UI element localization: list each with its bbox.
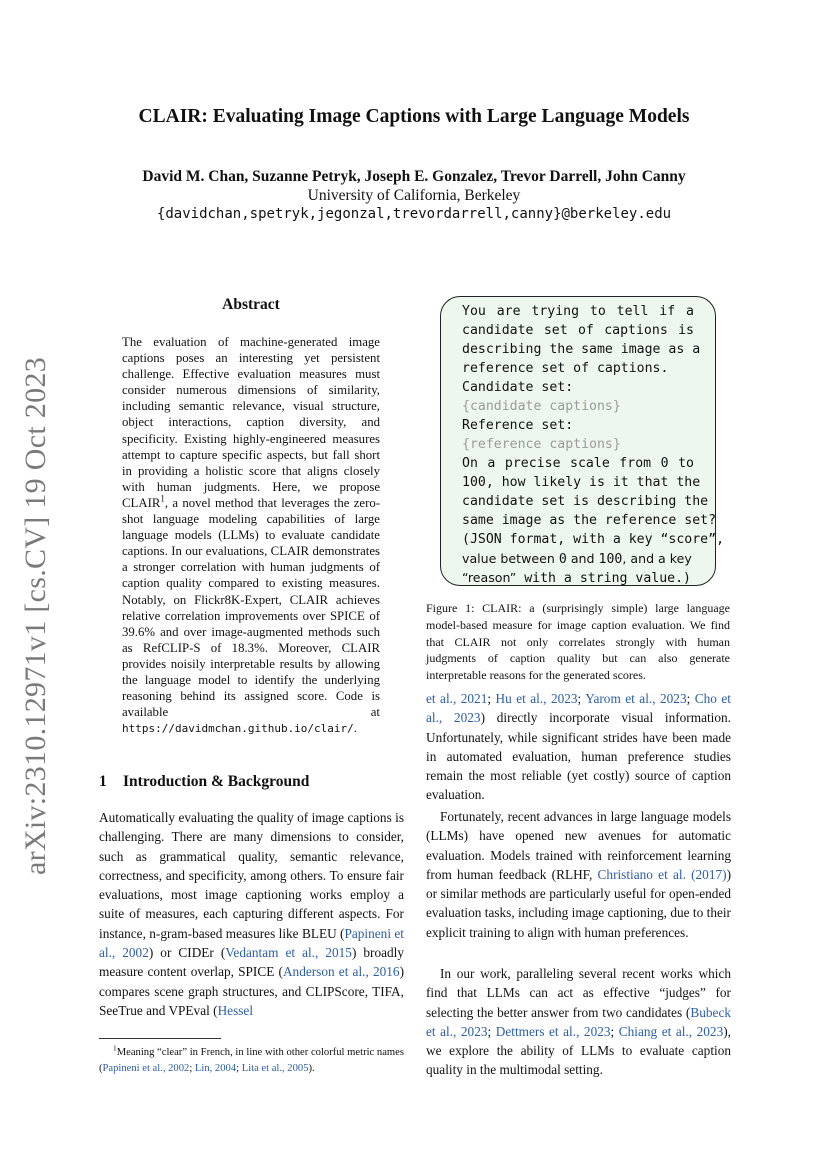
author-list: David M. Chan, Suzanne Petryk, Joseph E. Gonzalez, Trevor Darrell, John Canny xyxy=(142,168,686,185)
author-emails: {davidchan,spetryk,jegonzal,trevordarrell,canny}@berkeley.edu xyxy=(156,206,672,222)
citation-link[interactable]: et al., 2021 xyxy=(426,691,488,706)
footnote-marker[interactable]: 1 xyxy=(160,493,165,504)
prompt-line: “reason” with a string value.) xyxy=(462,570,691,586)
citation-link[interactable]: Papineni et al., 2002 xyxy=(99,925,404,961)
prompt-line: reference set of captions. xyxy=(462,361,669,376)
prompt-line: You are trying to tell if a xyxy=(462,304,694,319)
paper-title: CLAIR: Evaluating Image Captions with Large Language Models xyxy=(138,106,690,127)
prompt-line: candidate set is describing the xyxy=(462,494,709,509)
abstract-heading: Abstract xyxy=(222,296,280,313)
prompt-line: On a precise scale from 0 to xyxy=(462,456,694,471)
prompt-line: 100, how likely is it that the xyxy=(462,475,701,490)
affiliation: University of California, Berkeley xyxy=(307,187,521,204)
prompt-line: Candidate set: xyxy=(462,380,574,395)
right-paragraph-2: Fortunately, recent advances in large language models (LLMs) have opened new avenues for automatic evaluation. Models trained with reinforcement learning from human feedback (RLHF, Christiano et al. (2017)) or similar methods are particularly useful for open-ended evaluation tasks, including image captioning, due to their explicit training to align with human preferences. xyxy=(426,809,731,940)
arxiv-identifier: arXiv:2310.12971v1 [cs.CV] 19 Oct 2023 xyxy=(19,356,52,876)
abstract-body: The evaluation of machine-generated image captions poses an interesting yet persistent challenge. Effective evaluation measures must consider numerous dimensions of similarity, including semantic relevance, visual structure, object interactions, caption diversity, and specificity. Existing highly-engineered measures attempt to capture specific aspects, but fall short in providing a holistic score that aligns closely with human judgments. Here, we propose CLAIR$^1$, a novel method that leverages the zero-shot language modeling capabilities of large language models (LLMs) to evaluate candidate captions. In our evaluations, CLAIR demonstrates a stronger correlation with human judgments of caption quality compared to existing measures. Notably, on Flickr8K-Expert, CLAIR achieves relative correlation improvements over SPICE of 39.6% and over image-augmented methods such as RefCLIP-S of 18.3%. Moreover, CLAIR provides noisily interpretable results by allowing the language model to identify the underlying reasoning behind its assigned score. Code is available at https://davidmchan.github.io/clair/. xyxy=(122,335,380,736)
section-heading xyxy=(99,773,409,791)
citation-link[interactable]: Anderson et al., 2016 xyxy=(282,964,400,980)
citation-link[interactable]: Vedantam et al., 2015 xyxy=(225,945,352,961)
prompt-line: Reference set: xyxy=(462,418,574,433)
section-number: 1 xyxy=(99,773,107,790)
citation-link[interactable]: Christiano et al. (2017) xyxy=(597,866,727,882)
prompt-line: (JSON format, with a key “score”, xyxy=(462,532,725,547)
code-url-link[interactable]: https://davidmchan.github.io/clair/ xyxy=(122,722,354,736)
prompt-line: describing the same image as a xyxy=(462,342,701,357)
citation-link[interactable]: Papineni et al., 2002 xyxy=(102,1062,190,1074)
citation-link[interactable]: Dettmers et al., 2023 xyxy=(495,1023,611,1039)
intro-paragraph: Automatically evaluating the quality of image captions is challenging. There are many dimensions to consider, such as grammatical quality, semantic relevance, correctness, and specificity, among others. To ensure fair evaluations, most image captioning works employ a suite of measures, each capturing different aspects. For instance, n-gram-based measures like BLEU (Papineni et al., 2002) or CIDEr (Vedantam et al., 2015) broadly measure content overlap, SPICE (Anderson et al., 2016) compares scene graph structures, and CLIPScore, TIFA, SeeTrue and VPEval (Hessel xyxy=(99,810,405,1018)
prompt-line: candidate set of captions is xyxy=(462,323,694,338)
right-paragraph-3: In our work, paralleling several recent works which find that LLMs can act as effective “judges” for selecting the better answer from two candidates (Bubeck et al., 2023; Dettmers et al., 2023; Chiang et al., 2023), we explore the ability of LLMs to evaluate caption quality in the multimodal setting. xyxy=(426,966,731,1078)
section-title: Introduction & Background xyxy=(123,773,310,790)
right-paragraph-1: et al., 2021; Hu et al., 2023; Yarom et al., 2023; Cho et al., 2023) directly incorporate visual information. Unfortunately, while significant strides have been made in automated evaluation, human preference studies remain the most reliable (yet costly) source of caption evaluation. xyxy=(426,691,731,803)
footnote: $^1$Meaning “clear” in French, in line with other colorful metric names (Papineni et al., 2002; Lin, 2004; Lita et al., 2005). xyxy=(99,1043,404,1074)
footnote-divider xyxy=(99,1038,221,1039)
citation-link[interactable]: Hu et al., 2023 xyxy=(495,691,578,706)
citation-link[interactable]: Cho et al., 2023 xyxy=(426,691,731,726)
prompt-placeholder-candidate: {candidate captions} xyxy=(462,399,621,414)
citation-link[interactable]: Bubeck et al., 2023 xyxy=(426,1004,731,1039)
citation-link[interactable]: Hessel xyxy=(217,1002,254,1018)
prompt-line: same image as the reference set? xyxy=(462,513,717,528)
figure-caption: Figure 1: CLAIR: a (surprisingly simple) large language model-based measure for image caption evaluation. We find that CLAIR not only correlates strongly with human judgments of caption quality but can also generate interpretable reasons for the generated scores. xyxy=(426,601,730,683)
citation-link[interactable]: Lita et al., 2005 xyxy=(241,1062,309,1074)
citation-link[interactable]: Lin, 2004 xyxy=(194,1062,237,1074)
prompt-placeholder-reference: {reference captions} xyxy=(462,437,621,452)
prompt-line: value between 0 and 100, and a key xyxy=(462,551,692,567)
citation-link[interactable]: Chiang et al., 2023 xyxy=(618,1023,724,1039)
citation-link[interactable]: Yarom et al., 2023 xyxy=(585,691,687,706)
